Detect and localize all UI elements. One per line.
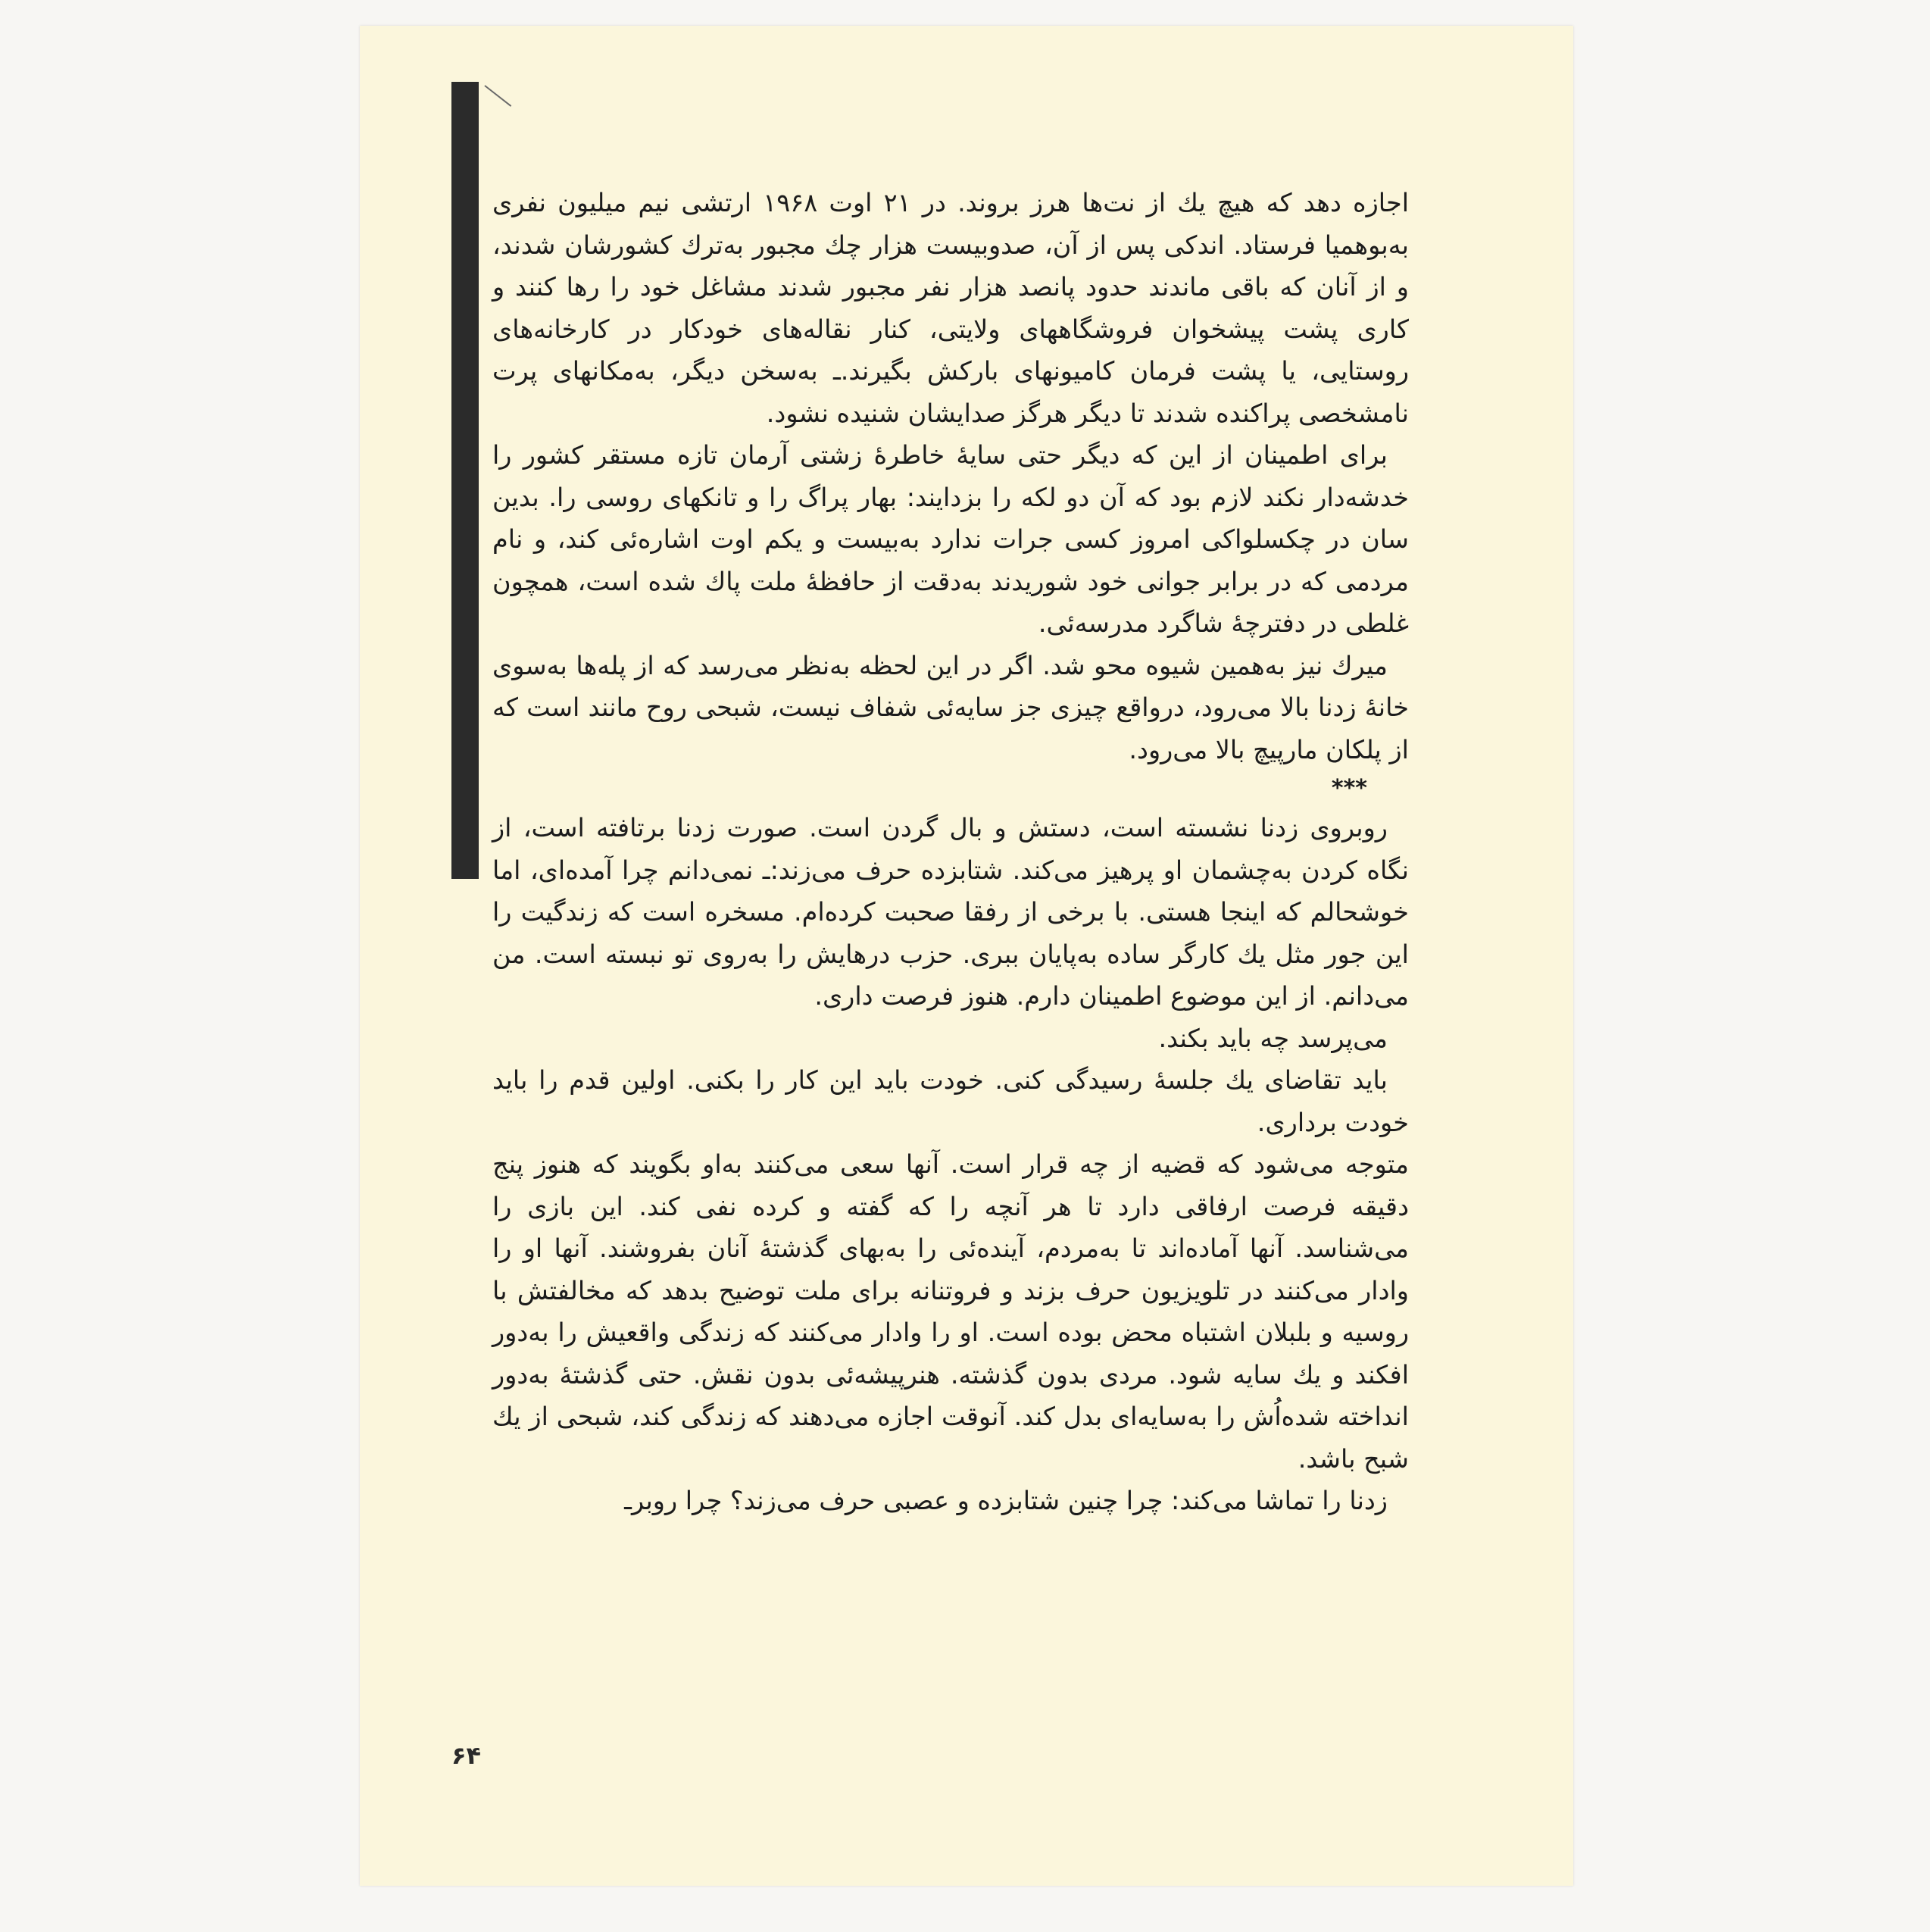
section-separator: *** <box>1331 775 1367 802</box>
page-body-text <box>492 182 1409 1522</box>
paragraph-5: می‌پرسد چه باید بکند. <box>1158 1023 1388 1053</box>
paragraph-7: متوجه می‌شود که قضیه از چه قرار است. آنها سعی می‌کنند به‌او بگویند که هنوز پنج دقیقه فرصت ارفاقی دارد تا هر آنچه را که گفته و کرده نفی کند. این بازی را می‌شناسد. آنها آماده‌اند تا به‌مردم، آینده‌ئی را به‌بهای گذشتهٔ آنان بفروشند. آنها او را وادار می‌کنند در تلویزیون حرف بزند و فروتنانه برای ملت توضیح بدهد که مخالفتش با روسیه و بلبلان اشتباه محض بوده است. او را وادار می‌کنند که زندگی واقعیش را به‌دور افکند و یك سایه شود. مردی بدون گذشته. هنرپیشه‌ئی بدون نقش. حتی گذشتهٔ به‌دور انداخته شده‌اُش را به‌سایه‌ای بدل کند. آنوقت اجازه می‌دهند که زندگی کند، شبحی از یك شبح باشد. <box>492 1149 1409 1474</box>
paragraph-4: روبروی زدنا نشسته است، دستش و بال گردن است. صورت زدنا برتافته است، از نگاه کردن به‌چشمان او پرهیز می‌کند. شتابزده حرف می‌زند:ـ نمی‌دانم چرا آمده‌ای، اما خوشحالم که اینجا هستی. با برخی از رفقا صحبت کرده‌ام. مسخره است که زندگیت را این جور مثل یك کارگر ساده به‌پایان ببری. حزب درهایش را به‌روی تو نبسته است. من می‌دانم. از این موضوع اطمینان دارم. هنوز فرصت داری. <box>492 813 1409 1011</box>
paragraph-2: برای اطمینان از این که دیگر حتی سایهٔ خاطرهٔ زشتی آرمان تازه مستقر کشور را خدشه‌دار نکند لازم بود که آن دو لکه را بزدایند: بهار پراگ را و تانکهای روسی را. بدین سان در چکسلواکی امروز کسی جرات ندارد به‌بیست و یکم اوت اشاره‌ئی کند، و نام مردمی که در برابر جوانی خود شوریدند به‌دقت از حافظهٔ ملت پاك شده است، همچون غلطی در دفترچهٔ شاگرد مدرسه‌ئی. <box>492 440 1409 638</box>
paragraph-1: اجازه دهد که هیچ یك از نت‌ها هرز بروند. در ۲۱ اوت ۱۹۶۸ ارتشی نیم میلیون نفری به‌بوهمیا فرستاد. اندکی پس از آن، صدوبیست هزار چك مجبور به‌ترك کشورشان شدند، و از آنان که باقی ماندند حدود پانصد هزار نفر مجبور شدند مشاغل خود را رها کنند و کاری پشت پیشخوان فروشگاههای ولایتی، کنار نقاله‌های خودکار در کارخانه‌های روستایی، یا پشت فرمان کامیونهای بارکش بگیرند.ـ به‌سخن دیگر، به‌مکانهای پرت نامشخصی پراکنده شدند تا دیگر هرگز صدایشان شنیده نشود. <box>492 188 1410 428</box>
paragraph-8: زدنا را تماشا می‌کند: چرا چنین شتابزده و عصبی حرف می‌زند؟ چرا روبرـ <box>624 1486 1388 1515</box>
paragraph-3: میرك نیز به‌همین شیوه محو شد. اگر در این لحظه به‌نظر می‌رسد که از پله‌ها به‌سوی خانهٔ زدنا بالا می‌رود، درواقع چیزی جز سایه‌ئی شفاف نیست، شبحی روح مانند است که از پلکان مارپیچ بالا می‌رود. <box>492 650 1409 764</box>
margin-highlight-bar <box>451 82 479 879</box>
page-number: ۶۴ <box>451 1741 482 1770</box>
paragraph-6: باید تقاضای یك جلسهٔ رسیدگی کنی. خودت باید این کار را بکنی. اولین قدم را باید خودت برداری. <box>492 1065 1409 1137</box>
